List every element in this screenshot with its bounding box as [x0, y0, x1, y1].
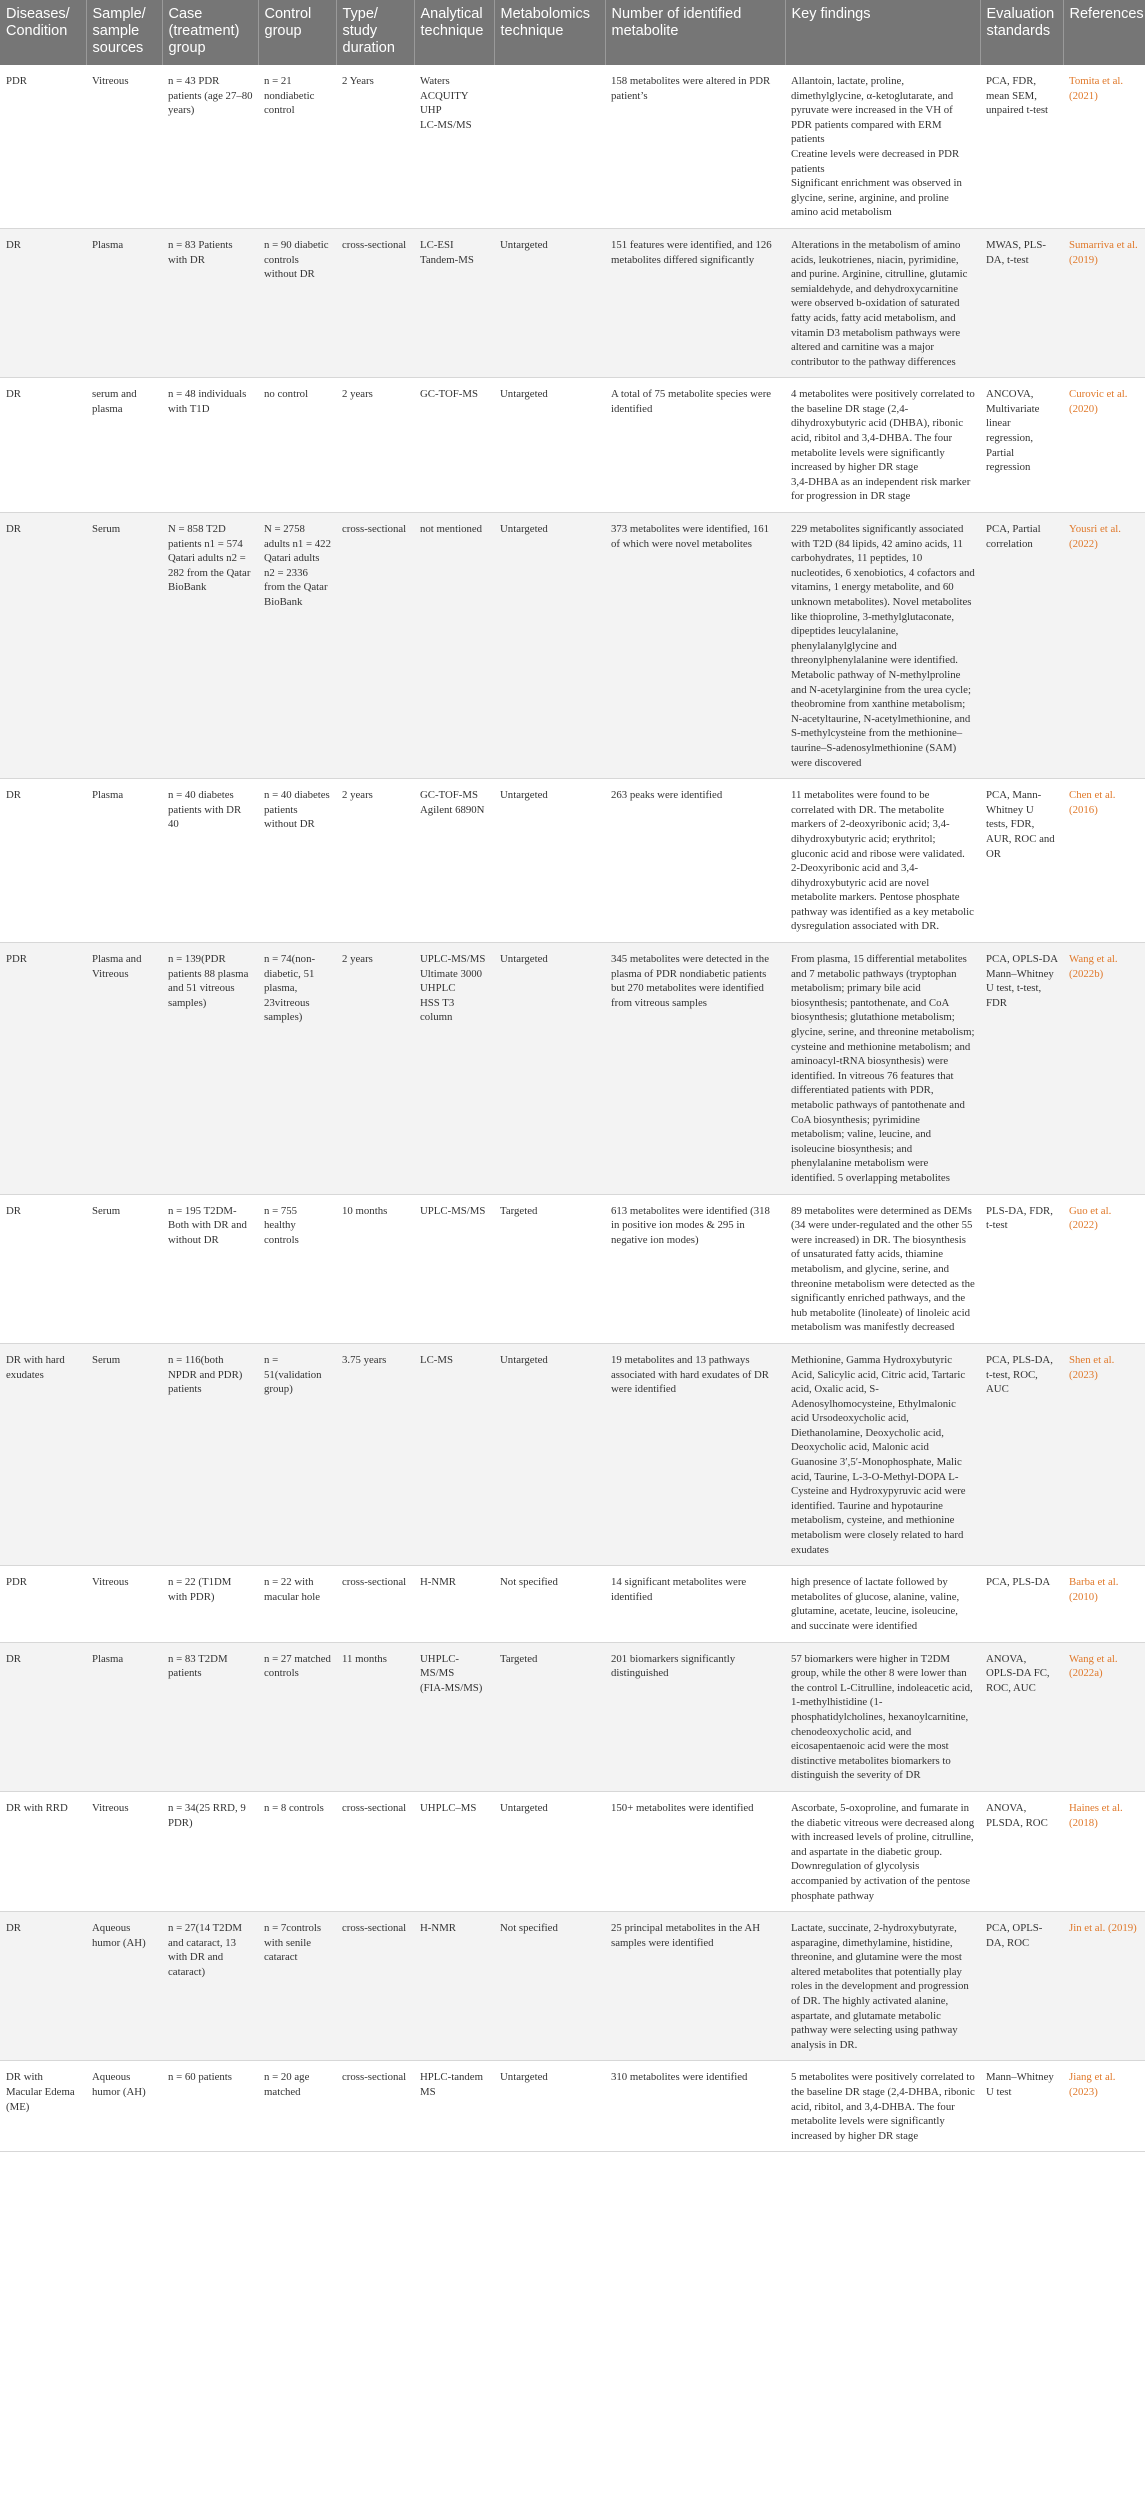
- analytical-line: UPLC-MS/MS: [420, 1204, 486, 1217]
- cell-case: n = 43 PDR patients (age 27–80 years): [162, 65, 258, 228]
- cell-control: n = 7controls with senile cataract: [258, 1912, 336, 2061]
- cell-reference: [1063, 1566, 1145, 1642]
- header-references: References: [1063, 0, 1145, 65]
- findings-line: Allantoin, lactate, proline, dimethylglycine, α-ketoglutarate, and pyruvate were increased in the VH of PDR patients compared with ERM patients: [791, 75, 954, 146]
- cell-evaluation: ANCOVA, Multivariate linear regression, Partial regression: [980, 378, 1063, 513]
- cell-analytical: [414, 779, 494, 943]
- cell-findings: [785, 779, 980, 943]
- cell-disease: PDR: [0, 1566, 86, 1642]
- cell-type: cross-sectional: [336, 228, 414, 377]
- cell-analytical: [414, 513, 494, 779]
- cell-number: 25 principal metabolites in the AH samples were identified: [605, 1912, 785, 2061]
- cell-evaluation: PCA, Mann-Whitney U tests, FDR, AUR, ROC and OR: [980, 779, 1063, 943]
- cell-reference: [1063, 1642, 1145, 1791]
- cell-disease: DR: [0, 378, 86, 513]
- cell-metabolomics: Targeted: [494, 1194, 605, 1343]
- cell-disease: DR: [0, 1194, 86, 1343]
- findings-line: Methionine, Gamma Hydroxybutyric Acid, Salicylic acid, Citric acid, Tartaric acid, Oxalic acid, S-Adenosylhomocysteine, Ethylmalonic acid Ursodeoxycholic acid, Diethanolamine, Deoxycholic acid, Deoxycholic acid, Malonic acid Guanosine 3′,5′-Monophosphate, Malic acid, Taurine, L-3-O-Methyl-DOPA L-Cysteine and Hydroxypyruvic acid were identified. Taurine and hypotaurine metabolism, cysteine, and methionine metabolism were closely related to hard exudates: [791, 1353, 966, 1556]
- cell-control: n = 755 healthy controls: [258, 1194, 336, 1343]
- cell-number: A total of 75 metabolite species were identified: [605, 378, 785, 513]
- cell-type: 2 years: [336, 378, 414, 513]
- cell-type: 10 months: [336, 1194, 414, 1343]
- reference-link[interactable]: Jin et al. (2019): [1069, 1922, 1137, 1935]
- cell-analytical: [414, 1343, 494, 1565]
- reference-link[interactable]: Tomita et al. (2021): [1069, 75, 1124, 102]
- table-row: [0, 1912, 1145, 2061]
- cell-control: n = 8 controls: [258, 1791, 336, 1911]
- cell-metabolomics: Untargeted: [494, 378, 605, 513]
- table-row: [0, 65, 1145, 228]
- cell-sample: Vitreous: [86, 65, 162, 228]
- cell-findings: [785, 2061, 980, 2152]
- analytical-line: (FIA-MS/MS): [420, 1681, 483, 1694]
- cell-sample: Plasma: [86, 1642, 162, 1791]
- findings-line: 57 biomarkers were higher in T2DM group, while the other 8 were lower than the control L-Citrulline, indoleacetic acid, 1-methylhistidine (1-phosphatidylcholines, hexanoylcarnitine, chenodeoxycholic acid, and eicosapentaenoic acid were the most distinctive metabolites biomarkers to distinguish the severity of DR: [791, 1652, 973, 1782]
- cell-sample: serum and plasma: [86, 378, 162, 513]
- cell-disease: PDR: [0, 65, 86, 228]
- cell-analytical: [414, 1566, 494, 1642]
- analytical-line: LC-MS: [420, 1353, 453, 1366]
- cell-sample: Aqueous humor (AH): [86, 1912, 162, 2061]
- cell-analytical: [414, 943, 494, 1195]
- cell-type: cross-sectional: [336, 1566, 414, 1642]
- cell-disease: DR with hard exudates: [0, 1343, 86, 1565]
- cell-reference: [1063, 1912, 1145, 2061]
- cell-disease: DR with Macular Edema (ME): [0, 2061, 86, 2152]
- cell-type: 2 Years: [336, 65, 414, 228]
- analytical-line: HPLC-tandem: [420, 2071, 483, 2084]
- cell-evaluation: ANOVA, OPLS-DA FC, ROC, AUC: [980, 1642, 1063, 1791]
- cell-number: 151 features were identified, and 126 metabolites differed significantly: [605, 228, 785, 377]
- analytical-line: H-NMR: [420, 1922, 456, 1935]
- cell-control: n = 90 diabetic controls without DR: [258, 228, 336, 377]
- table-row: [0, 943, 1145, 1195]
- cell-control: n = 20 age matched: [258, 2061, 336, 2152]
- cell-sample: Serum: [86, 513, 162, 779]
- header-disease: Diseases/ Condition: [0, 0, 86, 65]
- analytical-line: H-NMR: [420, 1576, 456, 1589]
- header-control: Control group: [258, 0, 336, 65]
- cell-findings: [785, 1791, 980, 1911]
- cell-control: n = 21 nondiabetic control: [258, 65, 336, 228]
- cell-number: 158 metabolites were altered in PDR patient’s: [605, 65, 785, 228]
- cell-findings: [785, 1912, 980, 2061]
- cell-reference: [1063, 378, 1145, 513]
- header-row: [0, 0, 1145, 65]
- header-sample: Sample/ sample sources: [86, 0, 162, 65]
- analytical-line: UHPLC–MS: [420, 1801, 477, 1814]
- cell-sample: Vitreous: [86, 1566, 162, 1642]
- table-row: [0, 513, 1145, 779]
- cell-control: n = 22 with macular hole: [258, 1566, 336, 1642]
- cell-number: 613 metabolites were identified (318 in positive ion modes & 295 in negative ion modes): [605, 1194, 785, 1343]
- cell-findings: [785, 513, 980, 779]
- cell-sample: Aqueous humor (AH): [86, 2061, 162, 2152]
- cell-number: 263 peaks were identified: [605, 779, 785, 943]
- analytical-line: UHPLC: [420, 982, 456, 995]
- cell-metabolomics: Untargeted: [494, 513, 605, 779]
- analytical-line: UPLC-MS/MS: [420, 953, 486, 966]
- cell-findings: [785, 1566, 980, 1642]
- cell-disease: DR: [0, 228, 86, 377]
- cell-type: cross-sectional: [336, 1791, 414, 1911]
- findings-line: Lactate, succinate, 2-hydroxybutyrate, asparagine, dimethylamine, histidine, threonine, and glutamine were the most altered metabolites that potentially play roles in the development and progression of DR. The highly activated alanine, aspartate, and glutamate metabolic pathway were selecting using pathway analysis in DR.: [791, 1922, 969, 2051]
- findings-line: 11 metabolites were found to be correlated with DR. The metabolite markers of 2-deoxyribonic acid; 3,4-dihydroxybutyric acid; erythritol; gluconic acid and ribose were validated. 2-Deoxyribonic acid and 3,4-dihydroxybutyric acid are novel metabolite markers. Pentose phosphate pathway was identified as a key metabolic dysregulation associated with DR.: [791, 789, 974, 933]
- findings-line: 4 metabolites were positively correlated to the baseline DR stage (2,4-dihydroxybutyric acid (DHBA), ribonic acid, ribitol and 3,4-DHBA. The four metabolite levels were significantly increased by higher DR stage: [791, 388, 975, 474]
- cell-metabolomics: Targeted: [494, 1642, 605, 1791]
- cell-findings: [785, 65, 980, 228]
- cell-findings: [785, 1194, 980, 1343]
- cell-reference: [1063, 228, 1145, 377]
- reference-link[interactable]: Curovic et al. (2020): [1069, 388, 1128, 415]
- reference-link[interactable]: Jiang et al. (2023): [1069, 2071, 1116, 2099]
- cell-number: 14 significant metabolites were identified: [605, 1566, 785, 1642]
- analytical-line: column: [420, 1011, 453, 1024]
- cell-number: 373 metabolites were identified, 161 of which were novel metabolites: [605, 513, 785, 779]
- table-row: [0, 378, 1145, 513]
- cell-type: cross-sectional: [336, 1912, 414, 2061]
- cell-analytical: [414, 228, 494, 377]
- cell-number: 150+ metabolites were identified: [605, 1791, 785, 1911]
- cell-reference: [1063, 2061, 1145, 2152]
- reference-link[interactable]: Chen et al. (2016): [1069, 789, 1116, 816]
- analytical-line: UHPLC-: [420, 1652, 459, 1665]
- cell-evaluation: PCA, PLS-DA, t-test, ROC, AUC: [980, 1343, 1063, 1565]
- cell-type: 2 years: [336, 943, 414, 1195]
- findings-line: Ascorbate, 5-oxoproline, and fumarate in the diabetic vitreous were decreased along with increased levels of proline, citrulline, and aspartate in the diabetic group. Downregulation of glycolysis accompanied by activation of the pentose phosphate pathway: [791, 1801, 975, 1902]
- cell-evaluation: PCA, Partial correlation: [980, 513, 1063, 779]
- cell-metabolomics: Untargeted: [494, 943, 605, 1195]
- cell-reference: [1063, 65, 1145, 228]
- reference-link[interactable]: Shen et al. (2023): [1069, 1353, 1115, 1381]
- findings-line: 3,4-DHBA as an independent risk marker for progression in DR stage: [791, 475, 971, 503]
- cell-control: n = 40 diabetes patients without DR: [258, 779, 336, 943]
- cell-metabolomics: Untargeted: [494, 228, 605, 377]
- cell-reference: [1063, 1791, 1145, 1911]
- cell-analytical: [414, 2061, 494, 2152]
- cell-disease: DR with RRD: [0, 1791, 86, 1911]
- cell-case: n = 48 individuals with T1D: [162, 378, 258, 513]
- cell-findings: [785, 378, 980, 513]
- findings-line: 229 metabolites significantly associated with T2D (84 lipids, 42 amino acids, 11 carbohydrates, 11 peptides, 10 nucleotides, 6 xenobiotics, 4 cofactors and vitamins, 1 energy metabolite, and 60 unknown metabolites). Novel metabolites like thioproline, 3-methylglutaconate, dipeptides leucylalanine, phenylalanylglycine and threonylphenylalanine were identified. Metabolic pathway of N-methylproline and N-acetylarginine from the urea cycle; theobromine from xanthine metabolism; N-acetyltaurine, N-acetylmethionine, and S-methylcysteine from the methionine–taurine–S-adenosylmethionine (SAM) were discovered: [791, 523, 975, 769]
- cell-control: N = 2758 adults n1 = 422 Qatari adults n2 = 2336 from the Qatar BioBank: [258, 513, 336, 779]
- cell-disease: DR: [0, 779, 86, 943]
- header-case: Case (treatment) group: [162, 0, 258, 65]
- table-row: [0, 1566, 1145, 1642]
- analytical-line: LC-MS/MS: [420, 118, 472, 131]
- header-analytical: Analytical technique: [414, 0, 494, 65]
- cell-type: cross-sectional: [336, 513, 414, 779]
- reference-link[interactable]: Haines et al. (2018): [1069, 1801, 1123, 1829]
- cell-type: 11 months: [336, 1642, 414, 1791]
- analytical-line: GC-TOF-MS: [420, 789, 478, 802]
- cell-case: n = 40 diabetes patients with DR 40: [162, 779, 258, 943]
- cell-evaluation: MWAS, PLS-DA, t-test: [980, 228, 1063, 377]
- cell-case: n = 22 (T1DM with PDR): [162, 1566, 258, 1642]
- cell-sample: Plasma and Vitreous: [86, 943, 162, 1195]
- reference-link[interactable]: Barba et al. (2010): [1069, 1576, 1119, 1603]
- cell-control: n = 51(validation group): [258, 1343, 336, 1565]
- table-row: [0, 1642, 1145, 1791]
- cell-reference: [1063, 1194, 1145, 1343]
- cell-metabolomics: Untargeted: [494, 1343, 605, 1565]
- cell-evaluation: Mann–Whitney U test: [980, 2061, 1063, 2152]
- header-type: Type/ study duration: [336, 0, 414, 65]
- cell-number: 310 metabolites were identified: [605, 2061, 785, 2152]
- cell-metabolomics: Untargeted: [494, 779, 605, 943]
- cell-case: n = 195 T2DM- Both with DR and without DR: [162, 1194, 258, 1343]
- cell-analytical: [414, 1642, 494, 1791]
- reference-link[interactable]: Yousri et al. (2022): [1069, 523, 1121, 550]
- table-row: [0, 779, 1145, 943]
- cell-analytical: [414, 1194, 494, 1343]
- cell-disease: DR: [0, 513, 86, 779]
- findings-line: 89 metabolites were determined as DEMs (34 were under-regulated and the other 55 were increased) in DR. The biosynthesis of unsaturated fatty acids, thiamine metabolism, and glycine, serine, and threonine metabolism were detected as the significantly enriched pathways, and the hub metabolite (linoleate) of linoleic acid metabolism was manifestly decreased: [791, 1204, 975, 1334]
- cell-findings: [785, 1642, 980, 1791]
- cell-findings: [785, 1343, 980, 1565]
- cell-disease: PDR: [0, 943, 86, 1195]
- analytical-line: MS/MS: [420, 1667, 455, 1680]
- cell-reference: [1063, 779, 1145, 943]
- cell-metabolomics: [494, 65, 605, 228]
- cell-control: n = 27 matched controls: [258, 1642, 336, 1791]
- reference-link[interactable]: Sumarriva et al. (2019): [1069, 238, 1138, 266]
- analytical-line: GC-TOF-MS: [420, 388, 478, 401]
- table-body: [0, 65, 1145, 2152]
- cell-disease: DR: [0, 1642, 86, 1791]
- cell-type: 3.75 years: [336, 1343, 414, 1565]
- cell-case: n = 27(14 T2DM and cataract, 13 with DR and cataract): [162, 1912, 258, 2061]
- table-row: [0, 1343, 1145, 1565]
- cell-findings: [785, 943, 980, 1195]
- cell-case: n = 116(both NPDR and PDR) patients: [162, 1343, 258, 1565]
- findings-line: Creatine levels were decreased in PDR patients: [791, 147, 960, 175]
- cell-evaluation: ANOVA, PLSDA, ROC: [980, 1791, 1063, 1911]
- cell-metabolomics: Not specified: [494, 1912, 605, 2061]
- findings-line: From plasma, 15 differential metabolites and 7 metabolic pathways (tryptophan metabolism; primary bile acid biosynthesis; pantothenate, and CoA biosynthesis; glutathione metabolism; glycine, serine, and threonine metabolism; cysteine and methionine metabolism; and aminoacyl-tRNA biosynthesis) were identified. In vitreous 76 features that differentiated patients with PDR, metabolic pathways of pantothenate and CoA biosynthesis; pyrimidine metabolism; valine, leucine, and isoleucine biosynthesis; and phenylalanine metabolism were identified. 5 overlapping metabolites: [791, 953, 975, 1184]
- table-row: [0, 1194, 1145, 1343]
- findings-line: high presence of lactate followed by metabolites of glucose, alanine, valine, glutamine, acetate, leucine, isoleucine, and succinate were identified: [791, 1576, 960, 1632]
- cell-number: 201 biomarkers significantly distinguished: [605, 1642, 785, 1791]
- cell-case: n = 83 T2DM patients: [162, 1642, 258, 1791]
- cell-analytical: [414, 1912, 494, 2061]
- cell-case: N = 858 T2D patients n1 = 574 Qatari adults n2 = 282 from the Qatar BioBank: [162, 513, 258, 779]
- table-row: [0, 2061, 1145, 2152]
- cell-sample: Plasma: [86, 779, 162, 943]
- cell-sample: Plasma: [86, 228, 162, 377]
- cell-disease: DR: [0, 1912, 86, 2061]
- analytical-line: UHP: [420, 104, 442, 117]
- cell-control: no control: [258, 378, 336, 513]
- analytical-line: HSS T3: [420, 996, 455, 1009]
- analytical-line: not mentioned: [420, 523, 483, 536]
- header-number: Number of identified metabolite: [605, 0, 785, 65]
- cell-metabolomics: Untargeted: [494, 1791, 605, 1911]
- cell-reference: [1063, 943, 1145, 1195]
- table-row: [0, 1791, 1145, 1911]
- cell-reference: [1063, 1343, 1145, 1565]
- cell-metabolomics: Not specified: [494, 1566, 605, 1642]
- cell-case: n = 139(PDR patients 88 plasma and 51 vitreous samples): [162, 943, 258, 1195]
- cell-analytical: [414, 378, 494, 513]
- cell-metabolomics: Untargeted: [494, 2061, 605, 2152]
- analytical-line: Agilent 6890N: [420, 803, 485, 816]
- analytical-line: ACQUITY: [420, 89, 469, 102]
- cell-case: n = 83 Patients with DR: [162, 228, 258, 377]
- analytical-line: Waters: [420, 75, 450, 87]
- cell-evaluation: PCA, FDR, mean SEM, unpaired t-test: [980, 65, 1063, 228]
- cell-sample: Serum: [86, 1194, 162, 1343]
- cell-analytical: [414, 65, 494, 228]
- cell-evaluation: PCA, PLS-DA: [980, 1566, 1063, 1642]
- cell-number: 345 metabolites were detected in the plasma of PDR nondiabetic patients but 270 metabolites were identified from vitreous samples: [605, 943, 785, 1195]
- cell-sample: Vitreous: [86, 1791, 162, 1911]
- analytical-line: MS: [420, 2086, 436, 2099]
- reference-link[interactable]: Guo et al. (2022): [1069, 1204, 1112, 1232]
- analytical-line: Tandem-MS: [420, 253, 474, 266]
- cell-evaluation: PLS-DA, FDR, t-test: [980, 1194, 1063, 1343]
- cell-control: n = 74(non-diabetic, 51 plasma, 23vitreous samples): [258, 943, 336, 1195]
- reference-link[interactable]: Wang et al. (2022b): [1069, 953, 1118, 980]
- header-evaluation: Evaluation standards: [980, 0, 1063, 65]
- cell-evaluation: PCA, OPLS-DA Mann–Whitney U test, t-test, FDR: [980, 943, 1063, 1195]
- findings-line: Alterations in the metabolism of amino acids, leukotrienes, niacin, pyrimidine, and purine. Arginine, citrulline, glutamic semialdehyde, and dehydroxycarnitine were observed b-oxidation of saturated fatty acids, fatty acid metabolism, and vitamin D3 metabolism pathways were altered and carnitine was a major contributor to the pathway differences: [791, 238, 968, 368]
- cell-reference: [1063, 513, 1145, 779]
- findings-line: 5 metabolites were positively correlated to the baseline DR stage (2,4-DHBA, ribonic acid, ribitol, and 3,4-DHBA. The four metabolite levels were significantly increased by higher DR stage: [791, 2071, 975, 2142]
- cell-type: 2 years: [336, 779, 414, 943]
- analytical-line: LC-ESI: [420, 238, 454, 251]
- header-metabolomics: Metabolomics technique: [494, 0, 605, 65]
- cell-case: n = 34(25 RRD, 9 PDR): [162, 1791, 258, 1911]
- analytical-line: Ultimate 3000: [420, 967, 483, 980]
- cell-analytical: [414, 1791, 494, 1911]
- findings-line: Significant enrichment was observed in glycine, serine, arginine, and proline amino acid metabolism: [791, 177, 962, 219]
- cell-findings: [785, 228, 980, 377]
- reference-link[interactable]: Wang et al. (2022a): [1069, 1652, 1118, 1680]
- cell-case: n = 60 patients: [162, 2061, 258, 2152]
- cell-number: 19 metabolites and 13 pathways associated with hard exudates of DR were identified: [605, 1343, 785, 1565]
- header-findings: Key findings: [785, 0, 980, 65]
- table-row: [0, 228, 1145, 377]
- cell-evaluation: PCA, OPLS-DA, ROC: [980, 1912, 1063, 2061]
- cell-type: cross-sectional: [336, 2061, 414, 2152]
- cell-sample: Serum: [86, 1343, 162, 1565]
